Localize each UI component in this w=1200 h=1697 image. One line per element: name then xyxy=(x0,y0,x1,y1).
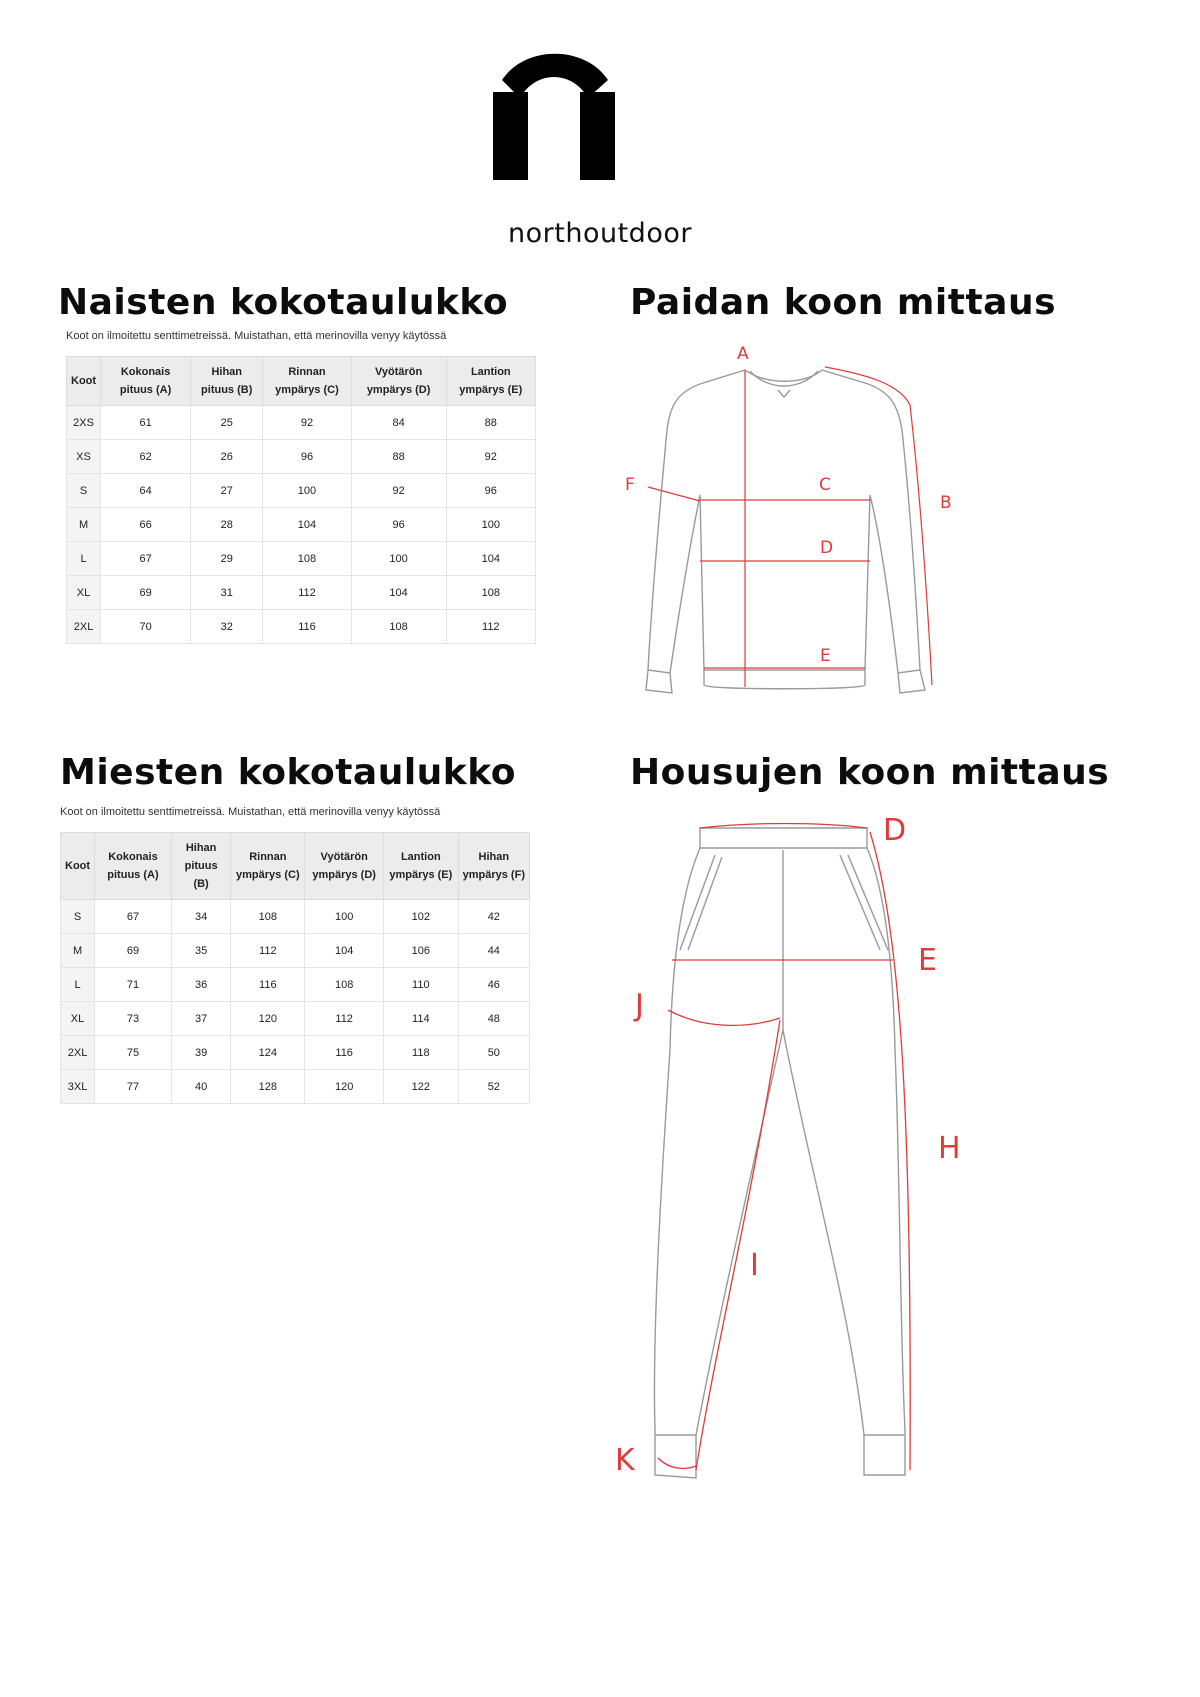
measure-cell: 28 xyxy=(191,508,263,542)
shirt-label-e: E xyxy=(820,646,831,666)
table-row xyxy=(67,474,536,508)
measure-cell: 104 xyxy=(263,508,351,542)
measure-cell: 118 xyxy=(384,1036,459,1070)
measure-cell: 110 xyxy=(384,968,459,1002)
women-size-table xyxy=(66,356,536,644)
measure-cell: 120 xyxy=(305,1070,384,1104)
size-cell: L xyxy=(67,542,101,576)
table-row xyxy=(61,968,530,1002)
pants-line-k xyxy=(658,1458,696,1468)
men-size-table-title: Miesten kokotaulukko xyxy=(60,752,516,793)
measure-cell: 108 xyxy=(263,542,351,576)
pants-measure-diagram xyxy=(600,810,980,1500)
measure-cell: 104 xyxy=(351,576,446,610)
size-cell: 2XS xyxy=(67,406,101,440)
measure-cell: 32 xyxy=(191,610,263,644)
column-header: Kokonais pituus (A) xyxy=(101,357,191,406)
table-row xyxy=(61,1036,530,1070)
size-cell: XL xyxy=(61,1002,95,1036)
size-cell: M xyxy=(61,934,95,968)
measure-cell: 64 xyxy=(101,474,191,508)
table-row xyxy=(61,900,530,934)
measure-cell: 73 xyxy=(95,1002,172,1036)
measure-cell: 100 xyxy=(305,900,384,934)
shirt-label-b: B xyxy=(940,493,952,513)
table-row xyxy=(61,1002,530,1036)
column-header: Vyötärön ympärys (D) xyxy=(351,357,446,406)
measure-cell: 102 xyxy=(384,900,459,934)
measure-cell: 70 xyxy=(101,610,191,644)
measure-cell: 71 xyxy=(95,968,172,1002)
measure-cell: 108 xyxy=(231,900,305,934)
measure-cell: 112 xyxy=(305,1002,384,1036)
arch-n-logo-icon xyxy=(480,50,720,220)
table-row xyxy=(67,440,536,474)
measure-cell: 61 xyxy=(101,406,191,440)
measure-cell: 35 xyxy=(171,934,230,968)
shirt-label-c: C xyxy=(819,475,831,495)
pants-label-j: J xyxy=(635,988,644,1023)
measure-cell: 77 xyxy=(95,1070,172,1104)
measure-cell: 108 xyxy=(446,576,535,610)
pants-line-h xyxy=(870,832,910,1470)
measure-cell: 84 xyxy=(351,406,446,440)
measure-cell: 96 xyxy=(263,440,351,474)
pants-measure-lines xyxy=(658,824,910,1471)
table-row xyxy=(67,508,536,542)
size-cell: L xyxy=(61,968,95,1002)
men-size-note: Koot on ilmoitettu senttimetreissä. Muistathan, että merinovilla venyy käytössä xyxy=(60,806,441,818)
measure-cell: 69 xyxy=(95,934,172,968)
measure-cell: 25 xyxy=(191,406,263,440)
shirt-line-b xyxy=(825,367,932,685)
measure-cell: 106 xyxy=(384,934,459,968)
measure-cell: 69 xyxy=(101,576,191,610)
measure-cell: 46 xyxy=(458,968,529,1002)
measure-cell: 104 xyxy=(305,934,384,968)
column-header: Hihan ympärys (F) xyxy=(458,833,529,900)
measure-cell: 96 xyxy=(446,474,535,508)
table-row xyxy=(67,576,536,610)
size-cell: 3XL xyxy=(61,1070,95,1104)
pants-measure-title: Housujen koon mittaus xyxy=(630,752,1110,793)
measure-cell: 112 xyxy=(263,576,351,610)
shirt-label-a: A xyxy=(737,344,749,364)
column-header: Hihan pituus (B) xyxy=(191,357,263,406)
measure-cell: 124 xyxy=(231,1036,305,1070)
shirt-outline xyxy=(646,370,925,693)
size-cell: XS xyxy=(67,440,101,474)
table-row xyxy=(61,934,530,968)
size-cell: XL xyxy=(67,576,101,610)
measure-cell: 122 xyxy=(384,1070,459,1104)
table-row xyxy=(61,1070,530,1104)
pants-outline xyxy=(654,828,905,1478)
measure-cell: 108 xyxy=(351,610,446,644)
measure-cell: 48 xyxy=(458,1002,529,1036)
brand-name: northoutdoor xyxy=(508,218,692,249)
measure-cell: 34 xyxy=(171,900,230,934)
size-cell: S xyxy=(67,474,101,508)
pants-label-h: H xyxy=(938,1131,961,1166)
column-header: Rinnan ympärys (C) xyxy=(263,357,351,406)
measure-cell: 31 xyxy=(191,576,263,610)
shirt-label-f: F xyxy=(625,475,635,495)
measure-cell: 50 xyxy=(458,1036,529,1070)
measure-cell: 116 xyxy=(231,968,305,1002)
column-header: Koot xyxy=(67,357,101,406)
table-row xyxy=(67,610,536,644)
women-size-table-title: Naisten kokotaulukko xyxy=(58,282,509,323)
measure-cell: 40 xyxy=(171,1070,230,1104)
women-size-note: Koot on ilmoitettu senttimetreissä. Muistathan, että merinovilla venyy käytössä xyxy=(66,330,447,342)
column-header: Lantion ympärys (E) xyxy=(384,833,459,900)
measure-cell: 88 xyxy=(446,406,535,440)
column-header: Kokonais pituus (A) xyxy=(95,833,172,900)
size-cell: S xyxy=(61,900,95,934)
measure-cell: 62 xyxy=(101,440,191,474)
shirt-measure-lines xyxy=(648,367,932,687)
table-header-row xyxy=(67,357,536,406)
measure-cell: 27 xyxy=(191,474,263,508)
table-row xyxy=(67,406,536,440)
pants-label-k: K xyxy=(615,1443,635,1478)
measure-cell: 29 xyxy=(191,542,263,576)
shirt-label-d: D xyxy=(820,538,834,558)
shirt-measure-title: Paidan koon mittaus xyxy=(630,282,1056,323)
measure-cell: 128 xyxy=(231,1070,305,1104)
measure-cell: 67 xyxy=(101,542,191,576)
measure-cell: 116 xyxy=(305,1036,384,1070)
size-cell: 2XL xyxy=(67,610,101,644)
measure-cell: 100 xyxy=(446,508,535,542)
measure-cell: 66 xyxy=(101,508,191,542)
measure-cell: 26 xyxy=(191,440,263,474)
measure-cell: 96 xyxy=(351,508,446,542)
measure-cell: 104 xyxy=(446,542,535,576)
shirt-measure-diagram xyxy=(600,335,980,715)
pants-label-d: D xyxy=(883,813,907,848)
brand-logo xyxy=(480,50,720,260)
column-header: Koot xyxy=(61,833,95,900)
measure-cell: 92 xyxy=(351,474,446,508)
measure-cell: 52 xyxy=(458,1070,529,1104)
pants-line-i xyxy=(696,1020,780,1470)
measure-cell: 112 xyxy=(446,610,535,644)
measure-cell: 92 xyxy=(446,440,535,474)
measure-cell: 116 xyxy=(263,610,351,644)
column-header: Rinnan ympärys (C) xyxy=(231,833,305,900)
pants-line-j xyxy=(668,1010,780,1025)
column-header: Lantion ympärys (E) xyxy=(446,357,535,406)
measure-cell: 112 xyxy=(231,934,305,968)
table-header-row xyxy=(61,833,530,900)
men-size-table xyxy=(60,832,530,1104)
column-header: Vyötärön ympärys (D) xyxy=(305,833,384,900)
measure-cell: 75 xyxy=(95,1036,172,1070)
measure-cell: 114 xyxy=(384,1002,459,1036)
measure-cell: 44 xyxy=(458,934,529,968)
measure-cell: 37 xyxy=(171,1002,230,1036)
measure-cell: 39 xyxy=(171,1036,230,1070)
column-header: Hihan pituus (B) xyxy=(171,833,230,900)
measure-cell: 88 xyxy=(351,440,446,474)
measure-cell: 120 xyxy=(231,1002,305,1036)
measure-cell: 100 xyxy=(351,542,446,576)
size-cell: 2XL xyxy=(61,1036,95,1070)
pants-label-e: E xyxy=(918,943,937,978)
measure-cell: 108 xyxy=(305,968,384,1002)
measure-cell: 42 xyxy=(458,900,529,934)
size-cell: M xyxy=(67,508,101,542)
measure-cell: 36 xyxy=(171,968,230,1002)
measure-cell: 67 xyxy=(95,900,172,934)
shirt-line-f xyxy=(648,487,700,501)
pants-label-i: I xyxy=(750,1248,759,1283)
measure-cell: 100 xyxy=(263,474,351,508)
measure-cell: 92 xyxy=(263,406,351,440)
table-row xyxy=(67,542,536,576)
